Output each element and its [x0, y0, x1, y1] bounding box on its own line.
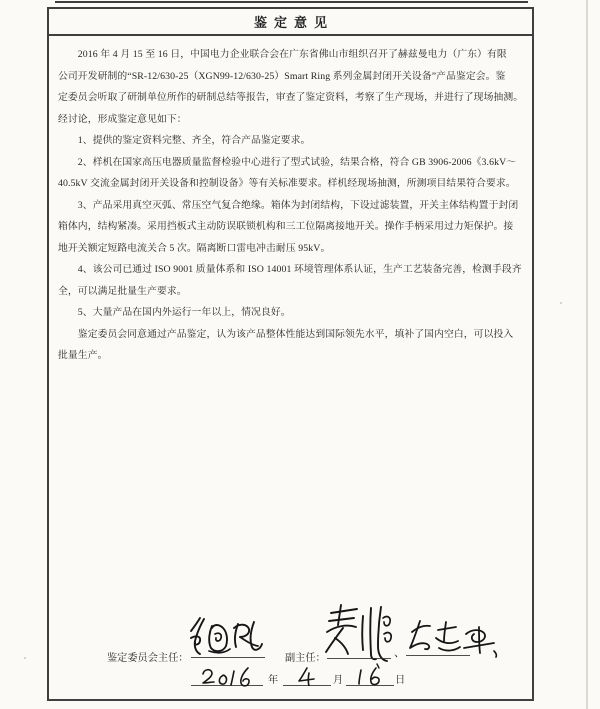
scan-remnant-rule — [55, 1, 528, 3]
vice-chair-signature-line-1 — [327, 658, 391, 659]
appraisal-text — [58, 44, 526, 367]
month-label: 月 — [333, 675, 344, 686]
vice-chair-signature-1 — [323, 604, 395, 662]
text-line: 2016 年 4 月 15 至 16 日，中国电力企业联合会在广东省佛山市组织召开了赫兹曼电力（广东）有限 — [58, 49, 507, 60]
text-line: 公司开发研制的“SR-12/630-25（XGN99-12/630-25）Smart Ring 系列金属封闭开关设备”产品鉴定会。鉴 — [58, 70, 506, 82]
text-line: 2、样机在国家高压电器质量监督检验中心进行了型式试验，结果合格，符合 GB 3906-2006《3.6kV～ — [58, 156, 517, 168]
text-line: 批量生产。 — [58, 350, 108, 361]
chair-label: 鉴定委员会主任： — [107, 653, 189, 664]
text-line: 鉴定委员会同意通过产品鉴定，认为该产品整体性能达到国际领先水平，填补了国内空白，可以投入 — [58, 328, 514, 340]
scan-speck — [24, 657, 26, 659]
appraisal-body-cell — [49, 36, 532, 367]
vice-chair-signature-line-2 — [406, 655, 470, 656]
text-line: 1、提供的鉴定资料完整、齐全，符合产品鉴定要求。 — [58, 135, 311, 146]
text-line: 40.5kV 交流金属封闭开关设备和控制设备》等有关标准要求。样机经现场抽测，所测项目结果符合要求。 — [58, 178, 516, 189]
handwritten-day — [354, 663, 384, 687]
chair-signature-line — [191, 657, 265, 658]
text-line: 全，可以满足批量生产要求。 — [58, 285, 187, 297]
text-line: 5、大量产品在国内外运行一年以上，情况良好。 — [58, 307, 291, 318]
title-row — [49, 9, 532, 36]
text-line: 4、该公司已通过 ISO 9001 质量体系和 ISO 14001 环境管理体系认证，生产工艺装备完善，检测手段齐 — [58, 264, 522, 275]
text-line: 地开关额定短路电流关合 5 次。隔离断口雷电冲击耐压 95kV。 — [58, 242, 331, 254]
signature-separator: 、 — [394, 647, 405, 659]
chair-signature — [188, 616, 264, 658]
year-label: 年 — [268, 675, 279, 686]
text-line: 经讨论，形成鉴定意见如下： — [58, 113, 187, 125]
vice-chair-label: 副主任： — [285, 653, 326, 664]
vice-chair-signature-2 — [406, 618, 498, 660]
text-line: 定委员会听取了研制单位所作的研制总结等报告，审查了鉴定资料，考察了生产现场，并进行了现场抽测。 — [58, 92, 524, 103]
day-label: 日 — [395, 675, 406, 686]
appraisal-table — [47, 7, 534, 701]
handwritten-year — [198, 666, 258, 688]
handwritten-month — [296, 666, 318, 686]
text-line: 3、产品采用真空灭弧、常压空气复合绝缘。箱体为封闭结构，下设过滤装置，开关主体结构置于封闭 — [58, 199, 519, 211]
page-title: 鉴定意见 — [253, 15, 334, 30]
text-line: 箱体内，结构紧凑。采用挡板式主动防误联锁机构和三工位隔离接地开关。操作手柄采用过力矩保护。接 — [58, 221, 514, 232]
scan-page-edge — [586, 0, 588, 709]
scan-speck — [560, 302, 562, 304]
